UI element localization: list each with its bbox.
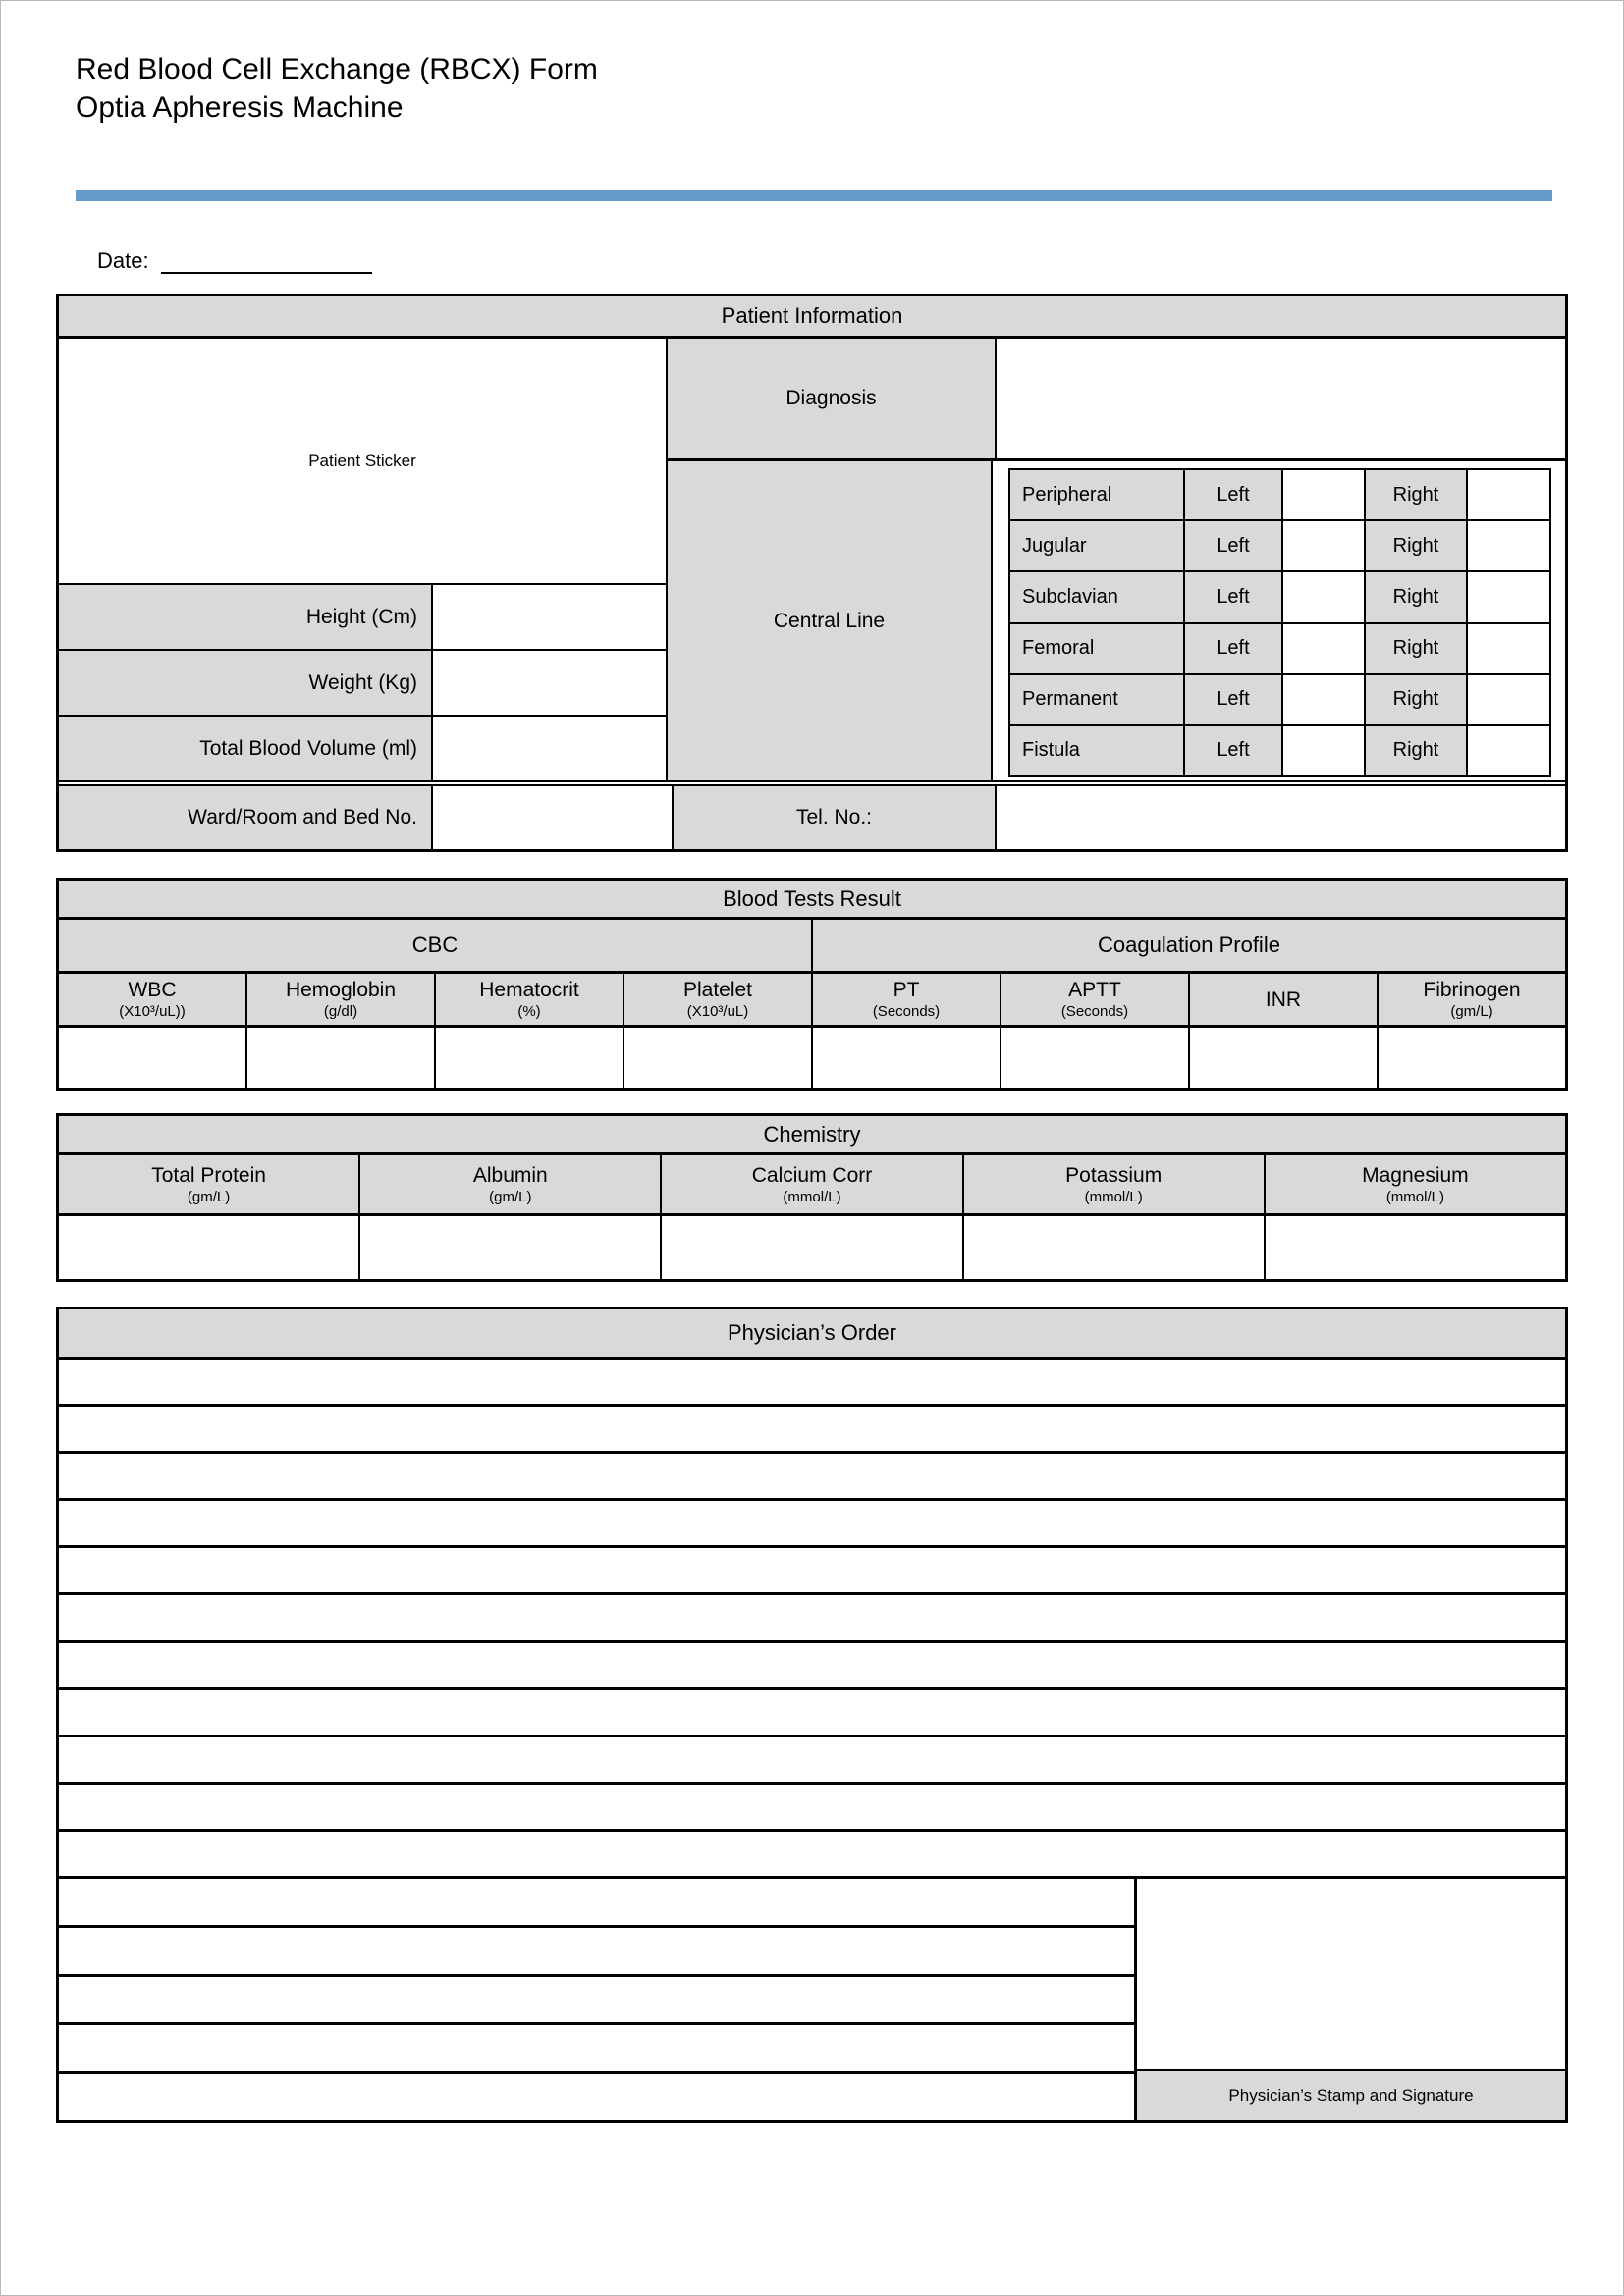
central-line-left-label: Left (1185, 521, 1281, 570)
blood-column-unit: (g/dl) (323, 1003, 358, 1020)
date-input-line[interactable] (161, 246, 372, 274)
order-line-narrow[interactable] (59, 1928, 1134, 1977)
blood-tests-header: Blood Tests Result (59, 881, 1565, 917)
chemistry-header: Chemistry (59, 1116, 1565, 1152)
patient-info-left-column (59, 339, 668, 780)
physician-order-header: Physician’s Order (59, 1309, 1565, 1357)
cbc-group-label: CBC (59, 920, 811, 971)
blood-value-cell[interactable] (247, 1028, 434, 1088)
central-line-right-checkbox-cell[interactable] (1468, 726, 1549, 775)
chemistry-column-unit: (gm/L) (187, 1188, 231, 1205)
ward-room-bed-input-cell[interactable] (433, 786, 674, 849)
order-line[interactable] (59, 1737, 1565, 1782)
central-line-right-label: Right (1366, 675, 1466, 724)
central-line-site-label: Fistula (1010, 726, 1183, 775)
blood-column-header (59, 974, 245, 1025)
blood-column-unit: (X10³/uL) (686, 1003, 749, 1020)
diagnosis-label: Diagnosis (668, 339, 997, 458)
central-line-left-label: Left (1185, 470, 1281, 519)
central-line-left-label: Left (1185, 675, 1281, 724)
chemistry-column-header (59, 1155, 358, 1213)
blood-column-header (813, 974, 1000, 1025)
chemistry-column-unit: (mmol/L) (783, 1188, 841, 1205)
central-line-left-checkbox-cell[interactable] (1283, 675, 1364, 724)
blood-column-name: Hematocrit (479, 979, 579, 1001)
blood-column-name: APTT (1068, 979, 1121, 1001)
central-line-right-checkbox-cell[interactable] (1468, 572, 1549, 621)
form-title (76, 50, 598, 127)
order-line-narrow[interactable] (59, 1977, 1134, 2026)
central-line-site-label: Peripheral (1010, 470, 1183, 519)
central-line-area (993, 461, 1565, 780)
blood-column-name: Hemoglobin (285, 979, 397, 1001)
chemistry-column-unit: (mmol/L) (1084, 1188, 1143, 1205)
chemistry-column-headers (59, 1155, 1565, 1213)
central-line-right-label: Right (1366, 624, 1466, 673)
order-line[interactable] (59, 1501, 1565, 1545)
central-line-left-label: Left (1185, 572, 1281, 621)
chemistry-column-name: Total Protein (151, 1163, 266, 1187)
blood-tests-group-row (59, 920, 1565, 971)
patient-information-header: Patient Information (59, 296, 1565, 339)
physician-stamp-box[interactable] (1137, 1879, 1565, 2071)
chemistry-value-cell[interactable] (964, 1216, 1264, 1279)
chemistry-column-unit: (gm/L) (489, 1188, 532, 1205)
central-line-left-checkbox-cell[interactable] (1283, 521, 1364, 570)
diagnosis-input-cell[interactable] (997, 339, 1565, 458)
blood-value-cell[interactable] (813, 1028, 1000, 1088)
central-line-row (668, 461, 1565, 780)
patient-info-right-column (668, 339, 1565, 780)
chemistry-table (56, 1113, 1568, 1282)
central-line-right-label: Right (1366, 470, 1466, 519)
central-line-right-checkbox-cell[interactable] (1468, 470, 1549, 519)
patient-sticker-area[interactable]: Patient Sticker (59, 339, 666, 585)
blood-column-header (1001, 974, 1188, 1025)
height-row (59, 585, 666, 651)
chemistry-value-cell[interactable] (59, 1216, 358, 1279)
chemistry-column-name: Magnesium (1362, 1163, 1469, 1187)
tel-no-input-cell[interactable] (997, 786, 1565, 849)
form-title-line1: Red Blood Cell Exchange (RBCX) Form (76, 53, 598, 85)
chemistry-column-header (1266, 1155, 1565, 1213)
central-line-right-label: Right (1366, 572, 1466, 621)
coagulation-profile-group-label: Coagulation Profile (813, 920, 1565, 971)
blood-column-unit: (gm/L) (1450, 1003, 1493, 1020)
blood-value-cell[interactable] (624, 1028, 811, 1088)
ward-room-bed-label: Ward/Room and Bed No. (59, 786, 433, 849)
physician-stamp-label: Physician’s Stamp and Signature (1137, 2071, 1565, 2120)
date-label: Date: (97, 248, 149, 273)
physician-order-table (56, 1307, 1568, 2123)
order-line[interactable] (59, 1690, 1565, 1735)
central-line-left-label: Left (1185, 726, 1281, 775)
order-line[interactable] (59, 1407, 1565, 1451)
central-line-left-checkbox-cell[interactable] (1283, 470, 1364, 519)
central-line-site-label: Subclavian (1010, 572, 1183, 621)
order-line-narrow[interactable] (59, 2074, 1134, 2120)
height-input-cell[interactable] (433, 585, 666, 649)
chemistry-column-name: Albumin (472, 1163, 548, 1187)
order-line[interactable] (59, 1832, 1565, 1876)
date-row (97, 246, 372, 274)
chemistry-column-header (662, 1155, 961, 1213)
central-line-right-label: Right (1366, 521, 1466, 570)
central-line-right-checkbox-cell[interactable] (1468, 624, 1549, 673)
chemistry-column-header (964, 1155, 1264, 1213)
weight-input-cell[interactable] (433, 651, 666, 715)
weight-row (59, 651, 666, 717)
patient-information-top (59, 339, 1565, 782)
ward-tel-row (59, 784, 1565, 849)
blood-column-headers (59, 974, 1565, 1025)
chemistry-value-row (59, 1216, 1565, 1279)
central-line-left-label: Left (1185, 624, 1281, 673)
central-line-label: Central Line (668, 461, 993, 780)
order-line[interactable] (59, 1548, 1565, 1592)
blood-column-header (624, 974, 811, 1025)
order-line[interactable] (59, 1360, 1565, 1404)
central-line-right-checkbox-cell[interactable] (1468, 675, 1549, 724)
central-line-left-checkbox-cell[interactable] (1283, 624, 1364, 673)
order-line[interactable] (59, 1595, 1565, 1639)
central-line-left-checkbox-cell[interactable] (1283, 726, 1364, 775)
blood-column-header (1379, 974, 1565, 1025)
blood-column-name: Platelet (682, 979, 753, 1001)
blood-column-unit: (%) (517, 1003, 541, 1020)
physician-order-bottom (59, 1879, 1565, 2120)
diagnosis-row (668, 339, 1565, 461)
central-line-table (1008, 468, 1551, 777)
weight-label: Weight (Kg) (59, 651, 433, 715)
blood-column-header (1190, 974, 1377, 1025)
chemistry-column-name: Calcium Corr (751, 1163, 873, 1187)
central-line-left-checkbox-cell[interactable] (1283, 572, 1364, 621)
total-blood-volume-label: Total Blood Volume (ml) (59, 717, 433, 780)
blood-column-unit: (Seconds) (1060, 1003, 1129, 1020)
order-line-narrow[interactable] (59, 1879, 1134, 1928)
blood-column-name: WBC (128, 979, 177, 1001)
patient-information-body (59, 339, 1565, 849)
blood-column-name: Fibrinogen (1423, 979, 1521, 1001)
tel-no-label: Tel. No.: (674, 786, 997, 849)
total-blood-volume-row (59, 717, 666, 780)
patient-information-table (56, 294, 1568, 852)
chemistry-column-header (360, 1155, 660, 1213)
central-line-site-label: Jugular (1010, 521, 1183, 570)
central-line-right-label: Right (1366, 726, 1466, 775)
form-title-line2: Optia Apheresis Machine (76, 91, 404, 124)
central-line-site-label: Femoral (1010, 624, 1183, 673)
blood-value-row (59, 1028, 1565, 1088)
blood-column-unit: (Seconds) (872, 1003, 941, 1020)
order-line[interactable] (59, 1643, 1565, 1687)
blood-column-name: PT (893, 979, 920, 1001)
chemistry-column-name: Potassium (1065, 1163, 1163, 1187)
blood-value-cell[interactable] (59, 1028, 245, 1088)
blood-value-cell[interactable] (1379, 1028, 1565, 1088)
chemistry-value-cell[interactable] (360, 1216, 660, 1279)
total-blood-volume-input-cell[interactable] (433, 717, 666, 780)
order-rows-narrow (59, 1879, 1134, 2120)
order-line[interactable] (59, 1785, 1565, 1829)
blood-tests-table (56, 878, 1568, 1091)
blood-column-header (247, 974, 434, 1025)
chemistry-column-unit: (mmol/L) (1385, 1188, 1444, 1205)
order-line[interactable] (59, 1454, 1565, 1498)
central-line-right-checkbox-cell[interactable] (1468, 521, 1549, 570)
title-accent-bar (76, 190, 1552, 201)
blood-column-name: INR (1265, 988, 1302, 1011)
blood-column-header (436, 974, 623, 1025)
blood-column-unit: (X10³/uL)) (119, 1003, 186, 1020)
order-line-narrow[interactable] (59, 2025, 1134, 2074)
chemistry-value-cell[interactable] (662, 1216, 961, 1279)
blood-value-cell[interactable] (1001, 1028, 1188, 1088)
blood-value-cell[interactable] (436, 1028, 623, 1088)
height-label: Height (Cm) (59, 585, 433, 649)
chemistry-value-cell[interactable] (1266, 1216, 1565, 1279)
blood-value-cell[interactable] (1190, 1028, 1377, 1088)
central-line-site-label: Permanent (1010, 675, 1183, 724)
stamp-column (1134, 1879, 1565, 2120)
